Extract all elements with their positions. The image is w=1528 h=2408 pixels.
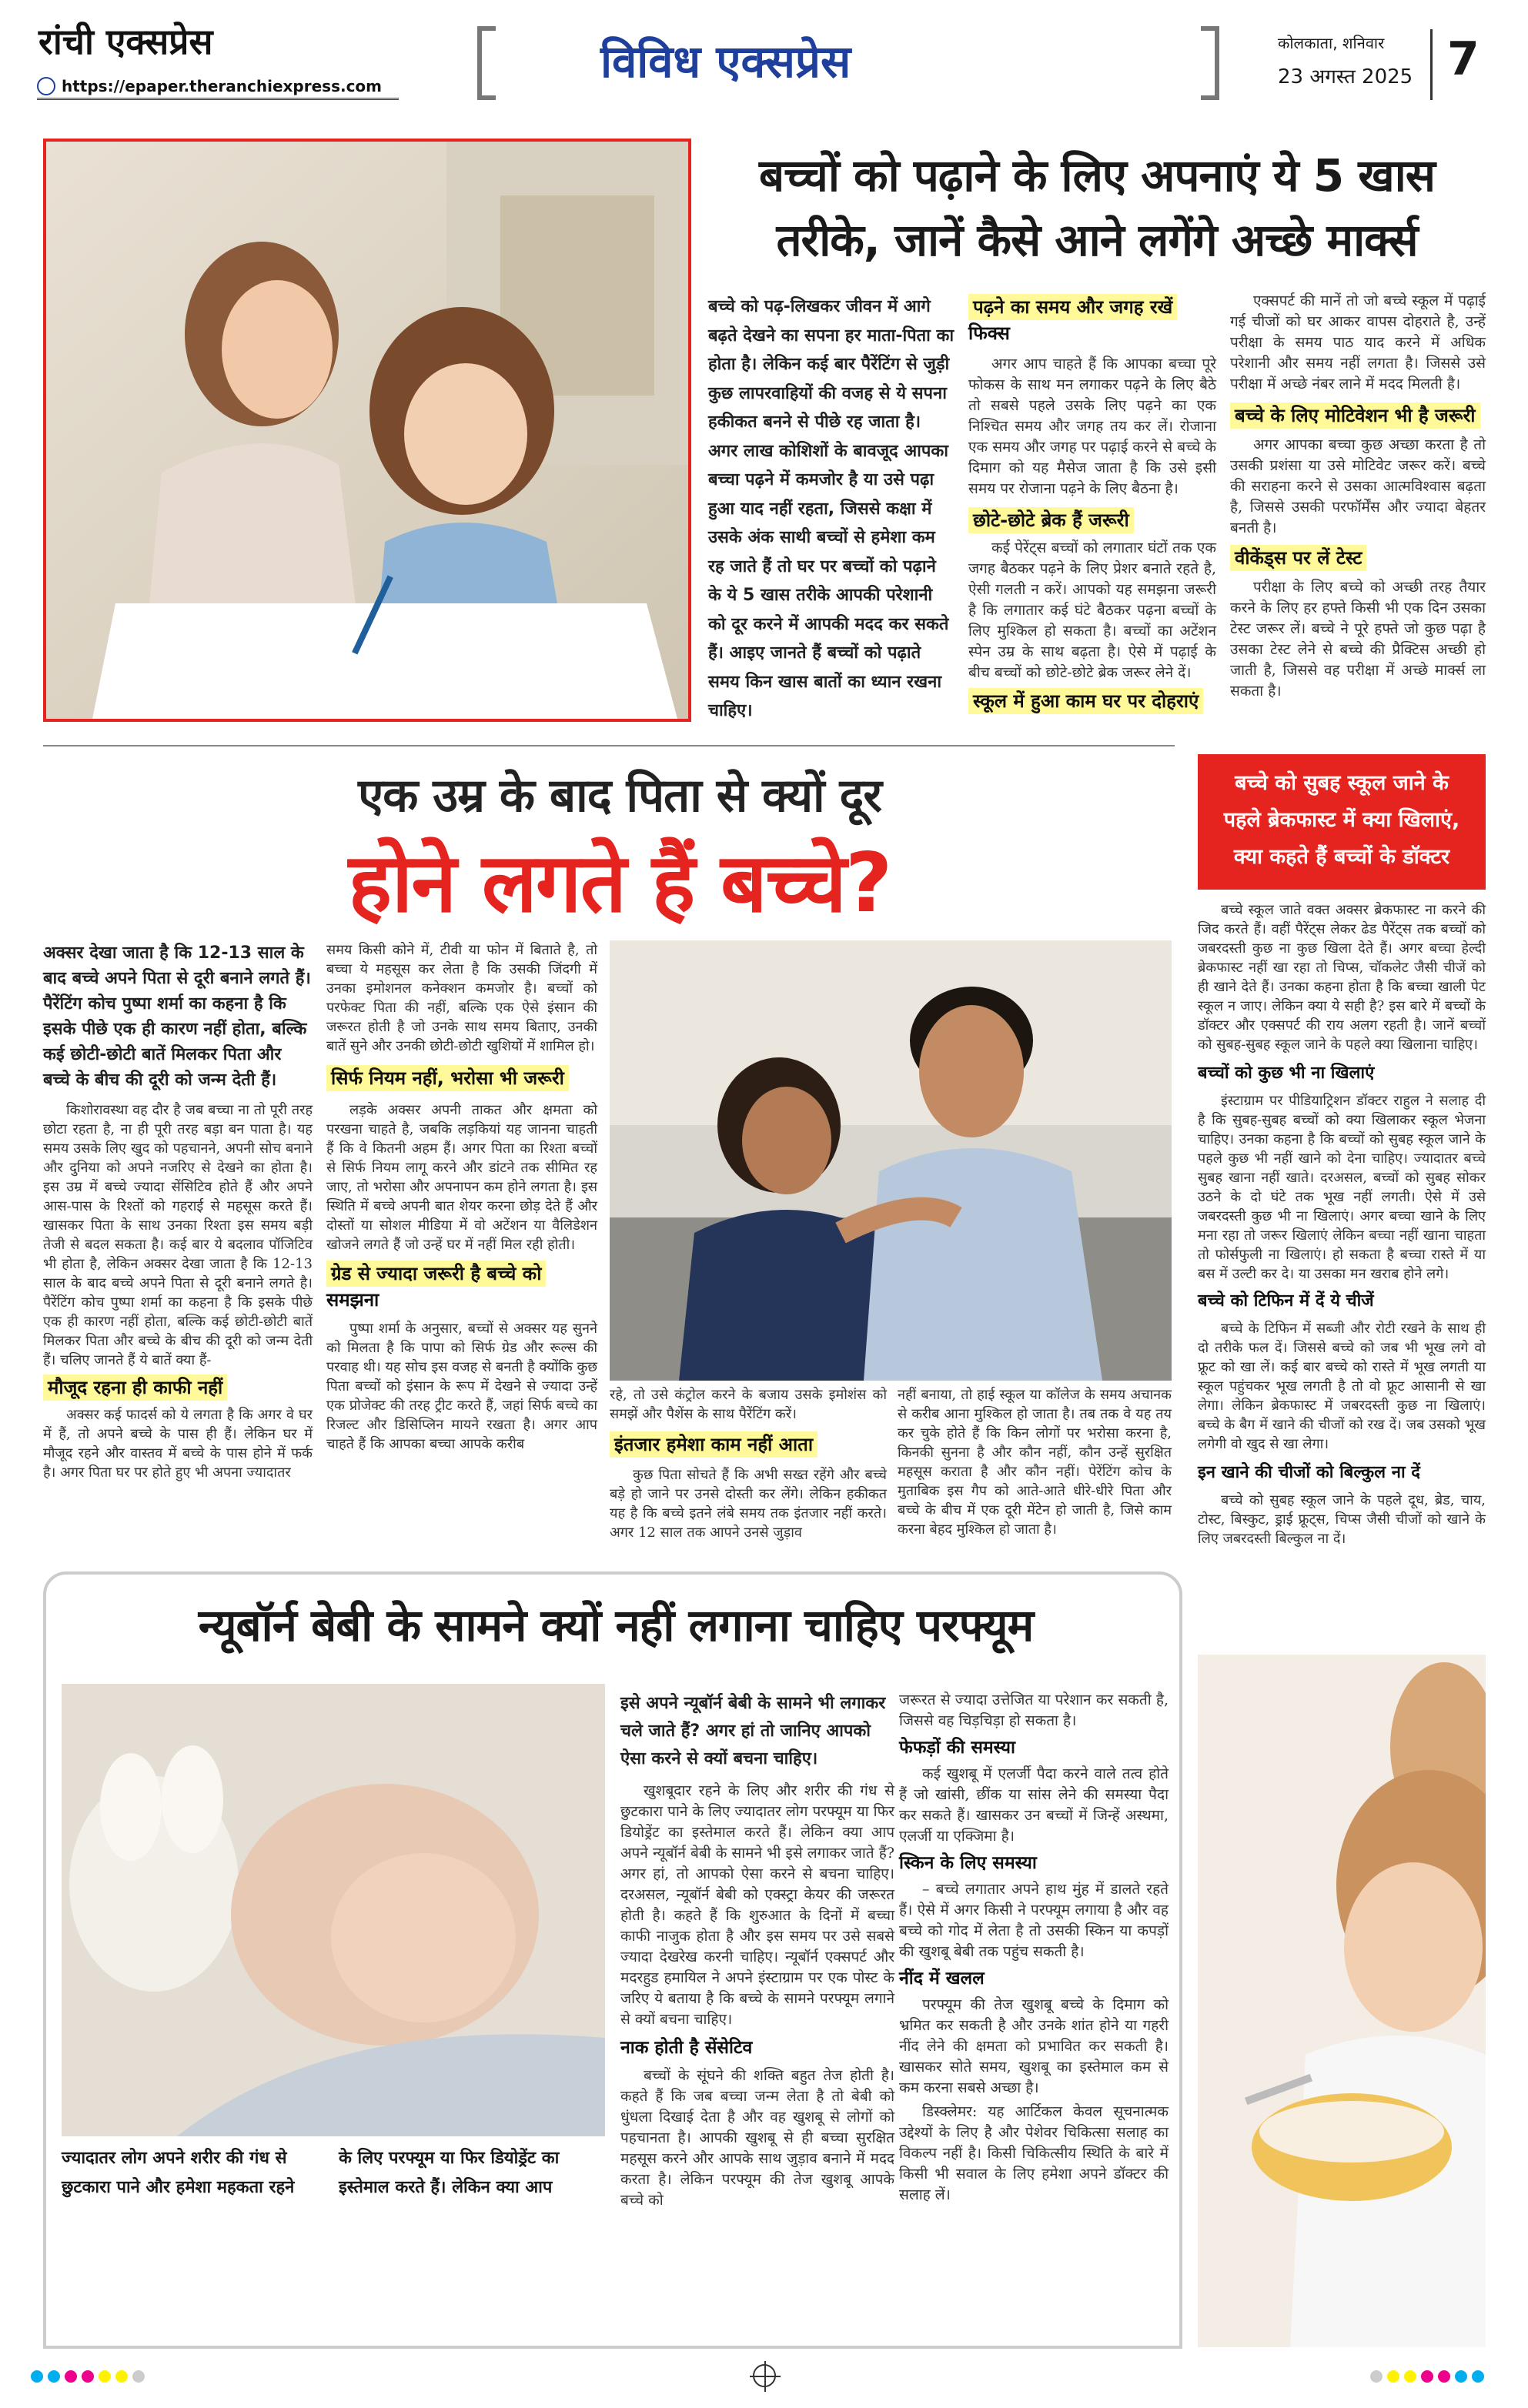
subhead-sleep: नींद में खलल	[899, 1969, 985, 1989]
globe-icon	[37, 77, 55, 95]
article2-para7: कुछ पिता सोचते हैं कि अभी सख्त रहेंगे और बच्चे बड़े हो जाने पर उनसे दोस्ती कर लेंगे। लेकिन हकीकत यह है कि बच्चे इतने लंबे समय तक इंतजार नहीं करते। अगर 12 साल तक आपने उनसे जुड़ाव	[610, 1467, 887, 1541]
mother-daughter-illustration	[46, 142, 688, 719]
subhead-presence: मौजूद रहना ही काफी नहीं	[43, 1374, 227, 1401]
article2-para1: किशोरावस्था वह दौर है जब बच्चा ना तो पूरी तरह छोटा रहता है, ना ही पूरी तरह बड़ा बन पाता है। यह समय उसके लिए खुद को पहचानने, अपनी सोच बनाने और दुनिया को अपने नजरिए से देखने का होता है। इस उम्र में बच्चे ज्यादा सेंसिटिव होते हैं और अपने आस-पास के रिश्तों को गहराई से महसूस करते हैं। खासकर पिता के साथ उनका रिश्ता इस समय बड़ी तेजी से बदल सकता है। कई बार ये बदलाव पॉजिटिव भी होता है, लेकिन अक्सर देखा जाता है कि 12-13 साल के बाद बच्चे अपने पिता से दूरी बनाने लगते है। पैरेंटिंग कोच पुष्पा शर्मा का कहना है कि इसके पीछे एक ही कारण नहीं होता, बल्कि कई छोटी-छोटी बातें मिलकर पिता और बच्चे के बीच की दूरी को जन्म देती हैं। चलिए जानते हैं ये बातें क्या हैं-	[43, 1102, 313, 1368]
issue-date: 23 अगस्त 2025	[1278, 65, 1413, 89]
section-divider-1	[43, 745, 1175, 746]
article3-para3: बच्चे के टिफिन में सब्जी और रोटी रखने के साथ ही दो तरीके फल दें। जिससे बच्चे को जब भी भूख लगे वो फ्रूट को खा लें। कई बार बच्चे को रास्ते में भूख लगती या स्कूल पहुंचकर भूख लगती है तो वो फ्रूट आसानी से खा लेगा। लेकिन ब्रेकफास्ट में जबरदस्ती कुछ ना खिलाएं। बच्चे के बैग में खाने की चीजों को रख दें। जब उसको भूख लगेगी वो खुद से खा लेगा।	[1198, 1321, 1486, 1452]
article2-column2	[326, 940, 597, 1454]
newspaper-logo: रांची एक्सप्रेस	[38, 21, 213, 62]
article3-body	[1198, 900, 1486, 1548]
article4-para4: कई खुशबू में एलर्जी पैदा करने वाले तत्व होते हैं जो खांसी, छींक या सांस लेने की समस्या पैदा कर सकते हैं। खासकर उन बच्चों में जिन्हें अस्थमा, एलर्जी या एक्जिमा है।	[899, 1765, 1169, 1845]
article1-column2	[968, 294, 1216, 714]
epaper-url[interactable]: https://epaper.theranchiexpress.com	[62, 76, 383, 95]
article2-headline-2: होने लगते हैं बच्चे?	[348, 836, 891, 930]
article1-para3: एक्सपर्ट की मानें तो जो बच्चे स्कूल में पढ़ाई गई चीजों को घर आकर वापस दोहराते है, उन्हें परीक्षा के समय पाठ याद करने में अधिक परेशानी और समय नहीं लगता है। जिससे उसे परीक्षा में अच्छे नंबर लाने में मदद मिलती है।	[1230, 292, 1486, 392]
header-divider-right	[1201, 26, 1219, 100]
section-title: विविध एक्सप्रेस	[600, 35, 851, 88]
dateline: कोलकाता, शनिवार	[1278, 34, 1385, 52]
article2-headline-1: एक उम्र के बाद पिता से क्यों दूर	[358, 769, 881, 823]
subhead-waiting: इंतजार हमेशा काम नहीं आता	[610, 1431, 817, 1458]
article1-para2: कई पेरेंट्स बच्चों को लगातार घंटों तक एक जगह बैठकर पढ़ने के लिए प्रेशर बनाते रहते है, ऐसी गलती न करें। आपको यह समझना जरूरी है कि लगातार कई घंटे बैठकर पढ़ना बच्चों के लिए मुश्किल हो सकता है। बच्चों का अटेंशन स्पेन उम्र के साथ बढ़ता है। ऐसे में पढ़ाई के बीच बच्चों को छोटे-छोटे ब्रेक जरूर लेने दें।	[968, 539, 1216, 681]
subhead-short-breaks: छोटे-छोटे ब्रेक हैं जरूरी	[968, 507, 1134, 533]
article4-disclaimer: डिस्क्लेमर: यह आर्टिकल केवल सूचनात्मक उद्देश्यों के लिए है और पेशेवर चिकित्सा सलाह का विकल्प नहीं है। किसी चिकित्सीय स्थिति के बारे में किसी भी सवाल के लिए हमेशा अपने डॉक्टर की सलाह लें।	[899, 2103, 1169, 2203]
url-bar[interactable]	[37, 74, 399, 100]
subhead-no-forcing: बच्चों को कुछ भी ना खिलाएं	[1198, 1064, 1375, 1083]
article1-headline-line1: बच्चों को पढ़ाने के लिए अपनाएं ये 5 खास	[759, 149, 1435, 202]
subhead-study-time-2: फिक्स	[968, 322, 1010, 344]
subhead-trust: सिर्फ नियम नहीं, भरोसा भी जरूरी	[326, 1065, 569, 1091]
article3-headline-line3: क्या कहते हैं बच्चों के डॉक्टर	[1233, 845, 1450, 869]
subhead-avoid-foods: इन खाने की चीजों को बिल्कुल ना दें	[1198, 1463, 1420, 1482]
article3-headline-line2: पहले ब्रेकफास्ट में क्या खिलाएं,	[1223, 808, 1460, 832]
color-registration-left	[31, 2370, 149, 2386]
article1-para1: अगर आप चाहते हैं कि आपका बच्चा पूरे फोकस के साथ मन लगाकर पढ़ने के लिए बैठे तो सबसे पहले उसके लिए पढ़ने का एक निश्चित समय और जगह तय कर लें। रोजाना एक समय और जगह पर पढ़ाई करने से बच्चे के दिमाग को यह मैसेज जाता है कि उसे इसी समय पर रोजाना पढ़ने के लिए बैठना है।	[968, 356, 1216, 497]
mother-daughter-photo	[43, 139, 691, 722]
article2-para6: रहे, तो उसे कंट्रोल करने के बजाय उसके इमोशंस को समझें और पैशेंस के साथ पैरेंटिंग करें।	[610, 1387, 887, 1422]
article4-para6: परफ्यूम की तेज खुशबू बच्चे के दिमाग को भ्रमित कर सकती है और उनके शांत होने या गहरी नींद लेने की क्षमता को प्रभावित कर सकती है। खासकर सोते समय, खुशबू का इस्तेमाल कम से कम करना सबसे अच्छा है।	[899, 1996, 1169, 2096]
article4-headline: न्यूबॉर्न बेबी के सामने क्यों नहीं लगाना चाहिए परफ्यूम	[198, 1599, 1034, 1652]
newborn-caption-1: ज्यादातर लोग अपने शरीर की गंध से छुटकारा पाने और हमेशा महकता रहने	[62, 2149, 295, 2197]
father-son-photo	[610, 940, 1172, 1381]
child-eating-photo	[1198, 1655, 1486, 2347]
article1-headline	[708, 143, 1486, 272]
article3-para4: बच्चे को सुबह स्कूल जाने के पहले दूध, ब्रेड, चाय, टोस्ट, बिस्कुट, ड्राई फ्रूट्स, चिप्स जैसी चीजों को खाने के लिए जबरदस्ती बिल्कुल ना दें।	[1198, 1492, 1486, 1547]
article1-lead: बच्चे को पढ़-लिखकर जीवन में आगे बढ़ते देखने का सपना हर माता-पिता का होता है। लेकिन कई बार पैरेंटिंग से जुड़ी कुछ लापरवाहियों की वजह से ये सपना हकीकत बनने से पीछे रह जाता है। अगर लाख कोशिशों के बावजूद आपका बच्चा पढ़ने में कमजोर है या उसे पढ़ा हुआ याद नहीं रहता, जिससे कक्षा में उसके अंक साथी बच्चों से हमेशा कम रह जाते हैं तो घर पर बच्चों को पढ़ाने के ये 5 खास तरीके आपकी परेशानी को दूर करने में आपकी मदद कर सकते हैं। आइए जानते हैं बच्चों को पढ़ाते समय किन खास बातों का ध्यान रखना चाहिए।	[708, 297, 955, 720]
article2-column1	[43, 940, 313, 1482]
article2-para3: समय किसी कोने में, टीवी या फोन में बिताते है, तो बच्चा ये महसूस कर लेता है कि उसकी जिंदगी में उनका इमोशनल कनेक्शन कमजोर है। बच्चों को परफेक्ट पिता की नहीं, बल्कि एक ऐसे इंसान की जरूरत होती है जो उनके साथ समय बिताए, उनकी बातें सुने और उनकी छोटी-छोटी खुशियों में शामिल हो।	[326, 942, 597, 1054]
color-registration-right	[1370, 2370, 1489, 2386]
subhead-motivation: बच्चे के लिए मोटिवेशन भी है जरूरी	[1230, 402, 1480, 429]
article4-para1: खुशबूदार रहने के लिए और शरीर की गंध से छुटकारा पाने के लिए ज्यादातर लोग परफ्यूम या फिर डियोड्रेंट का इस्तेमाल करते हैं। लेकिन क्या आप अपने न्यूबॉर्न बेबी के सामने भी इसे लगाकर जाते हैं? अगर हां, तो आपको ऐसा करने से बचना चाहिए। दरअसल, न्यूबॉर्न बेबी को एक्स्ट्रा केयर की जरूरत होती है। कहते हैं कि शुरुआत के दिनों में बच्चा काफी नाजुक होता है और इस समय पर उसे सबसे ज्यादा देखरेख करनी चाहिए। न्यूबॉर्न एक्सपर्ट और मदरहुड हमायिल ने अपने इंस्टाग्राम पर एक पोस्ट के जरिए ये बताया है कि बच्चे के सामने परफ्यूम लगाने से क्यों बचना चाहिए।	[620, 1782, 894, 2028]
article4-para2: बच्चों के सूंघने की शक्ति बहुत तेज होती है। कहते हैं कि जब बच्चा जन्म लेता है तो बेबी को धुंधला दिखाई देता है और वह खुशबू से लोगों को पहचानता है। आपकी खुशबू से ही बच्चा सुरक्षित महसूस करने और आपके साथ जुड़ाव बनाने में मदद करता है। लेकिन परफ्यूम की तेज खुशबू आपके बच्चे को	[620, 2067, 894, 2209]
subhead-study-time: पढ़ने का समय और जगह रखें	[968, 294, 1177, 320]
newborn-caption-2: के लिए परफ्यूम या फिर डियोड्रेंट का इस्तेमाल करते हैं। लेकिन क्या आप	[339, 2149, 560, 2197]
newborn-photo	[62, 1684, 605, 2136]
father-son-illustration	[610, 940, 1172, 1381]
article3-para1: बच्चे स्कूल जाते वक्त अक्सर ब्रेकफास्ट ना करने की जिद करते हैं। वहीं पैरेंट्स लेकर ढेड पैरेंट्स तक बच्चों को जबरदस्ती कुछ ना कुछ खिला देते हैं। अगर बच्चा हेल्दी ब्रेकफास्ट नहीं खा रहा तो चिप्स, चॉकलेट जैसी चीजें को ही खाने देते हैं। उनका कहना होता है कि बच्चा खाली पेट स्कूल न जाए। लेकिन क्या ये सही है? इस बारे में बच्चों के डॉक्टर और एक्सपर्ट की राय अलग रहती है। जानें बच्चों को सुबह-सुबह स्कूल जाने के पहले क्या खिलाना चाहिए।	[1198, 902, 1486, 1053]
article4-column2	[899, 1690, 1169, 2206]
article3-para2: इंस्टाग्राम पर पीडियाट्रिशन डॉक्टर राहुल ने सलाह दी है कि सुबह-सुबह बच्चों को क्या खिलाकर स्कूल भेजना चाहिए। उनका कहना है कि बच्चों को सुबह स्कूल जाने के पहले कुछ भी नहीं खाने को देना चाहिए। ज्यादातर बच्चे सुबह खाना नहीं खाते। दरअसल, बच्चों को सुबह सोकर उठने के दो घंटे तक भूख नहीं लगती। ऐसे में उसे जबरदस्ती कुछ भी ना खिलाएं। अगर बच्चा खाने के लिए मना रहा तो जरूर खिलाएं लेकिन बच्चा नहीं खाना चाहता तो फोर्सफुली ना खिलाएं। हो सकता है बच्चा रास्ते में या बस में उल्टी कर दे। या उसका मन खराब होने लगे।	[1198, 1093, 1486, 1282]
newborn-illustration	[62, 1684, 605, 2136]
subhead-tiffin: बच्चे को टिफिन में दें ये चीजें	[1198, 1291, 1374, 1311]
masthead	[0, 0, 1528, 115]
article2-para8: नहीं बनाया, तो हाई स्कूल या कॉलेज के समय अचानक से करीब आना मुश्किल हो जाता है। तब तक वे यह तय कर चुके होते हैं कि किन लोगों पर भरोसा करना है, किनकी सुनना है और कौन नहीं, कौन उन्हें सुरक्षित महसूस कराता है और कौन नहीं। पेरेंटिंग कोच के मुताबिक इस गैप को आते-आते धीरे-धीरे पिता और बच्चे के बीच में एक दूरी मेंटेन हो जाती है, जिसे काम करना बेहद मुश्किल हो जाता है।	[898, 1387, 1172, 1538]
article1-para4: अगर आपका बच्चा कुछ अच्छा करता है तो उसकी प्रशंसा या उसे मोटिवेट जरूर करें। बच्चे की सराहना करने से उसका आत्मविश्वास बढ़ता है, जिससे उसकी परफॉर्मेंस और ज्यादा बेहतर बनती है।	[1230, 436, 1486, 536]
article3-headline-line1: बच्चे को सुबह स्कूल जाने के	[1235, 771, 1449, 795]
article2-column4	[898, 1385, 1172, 1539]
crosshair-icon	[753, 2364, 776, 2387]
subhead-school-work: स्कूल में हुआ काम घर पर दोहराएं	[968, 688, 1203, 714]
article1-column3	[1230, 291, 1486, 702]
article4-para3: जरूरत से ज्यादा उत्तेजित या परेशान कर सकती है, जिससे वह चिड़चिड़ा हो सकता है।	[899, 1692, 1169, 1729]
article2-para4: लड़के अक्सर अपनी ताकत और क्षमता को परखना चाहते है, जबकि लड़कियां यह जानना चाहती हैं कि वे कितनी अहम हैं। अगर पिता का रिश्ता बच्चों से सिर्फ नियम लागू करने और डांटने तक सीमित रह जाए, तो भरोसा और अपनापन कम होने लगता है। इस स्थिति में बच्चे अपनी बात शेयर करना छोड़ देते हैं और दोस्तों या सोशल मीडिया में वो अटेंशन या वैलिडेशन खोजने लगते हैं जो उन्हें घर में नहीं मिल रही होती।	[326, 1102, 597, 1253]
article2-para5: पुष्पा शर्मा के अनुसार, बच्चों से अक्सर यह सुनने को मिलता है कि पापा को सिर्फ ग्रेड और रूल्स की परवाह थी। यह सोच इस वजह से बनती है क्योंकि कुछ पिता बच्चों को इंसान के रूप में देखने से ज्यादा उन्हें एक प्रोजेक्ट की तरह ट्रीट करते हैं, जहां सिर्फ बच्चे का रिजल्ट और डिसिप्लिन मायने रखता है। अगर आप चाहते हैं कि आपका बच्चा आपके करीब	[326, 1321, 597, 1452]
subhead-sensitive-nose: नाक होती है सेंसेटिव	[620, 2038, 753, 2058]
subhead-lungs: फेफड़ों की समस्या	[899, 1738, 1015, 1758]
subhead-understanding: ग्रेड से ज्यादा जरूरी है बच्चे को	[326, 1261, 546, 1287]
article2-column3	[610, 1385, 887, 1542]
page-number: 7	[1447, 32, 1480, 86]
subhead-skin: स्किन के लिए समस्या	[899, 1853, 1037, 1873]
article3-headline-box	[1198, 754, 1486, 890]
subhead-understanding-2: समझना	[326, 1289, 379, 1311]
article4-column1	[620, 1690, 894, 2211]
article2-para2: अक्सर कई फादर्स को ये लगता है कि अगर वे घर में हैं, तो अपने बच्चे के पास ही हैं। लेकिन घर में मौजूद रहने और वास्तव में बच्चे के पास होने में फर्क है। अगर पिता घर पर होते हुए भी अपना ज्यादातर	[43, 1407, 313, 1481]
article4-lead: इसे अपने न्यूबॉर्न बेबी के सामने भी लगाकर चले जाते हैं? अगर हां तो जानिए आपको ऐसा करने से क्यों बचना चाहिए।	[620, 1694, 886, 1768]
child-eating-illustration	[1198, 1655, 1486, 2347]
subhead-weekend-test: वीकेंड्स पर लें टेस्ट	[1230, 545, 1366, 571]
page-divider	[1430, 29, 1433, 100]
article4-para5: – बच्चे लगातार अपने हाथ मुंह में डालते रहते हैं। ऐसे में अगर किसी ने परफ्यूम लगाया है और वह बच्चे को गोद में लेता है तो उसकी स्किन या कपड़ों की खुशबू बेबी तक पहुंच सकती है।	[899, 1881, 1169, 1960]
article2-lead: अक्सर देखा जाता है कि 12-13 साल के बाद बच्चे अपने पिता से दूरी बनाने लगते हैं। पैरेंटिंग कोच पुष्पा शर्मा का कहना है कि इसके पीछे एक ही कारण नहीं होता, बल्कि कई छोटी-छोटी बातें मिलकर पिता और बच्चे के बीच की दूरी को जन्म देती हैं।	[43, 943, 311, 1090]
article1-headline-line2: तरीके, जानें कैसे आने लगेंगे अच्छे मार्क्स	[776, 214, 1418, 266]
header-divider-left	[477, 26, 496, 100]
article1-para5: परीक्षा के लिए बच्चे को अच्छी तरह तैयार करने के लिए हर हफ्ते किसी भी एक दिन उसका टेस्ट जरूर लें। बच्चे ने पूरे हफ्ते जो कुछ पढ़ा है उसका टेस्ट लेने से बच्चे की प्रैक्टिस अच्छी हो जाती है, जिससे वह परीक्षा में अच्छे मार्क्स ला सकता है।	[1230, 579, 1486, 700]
